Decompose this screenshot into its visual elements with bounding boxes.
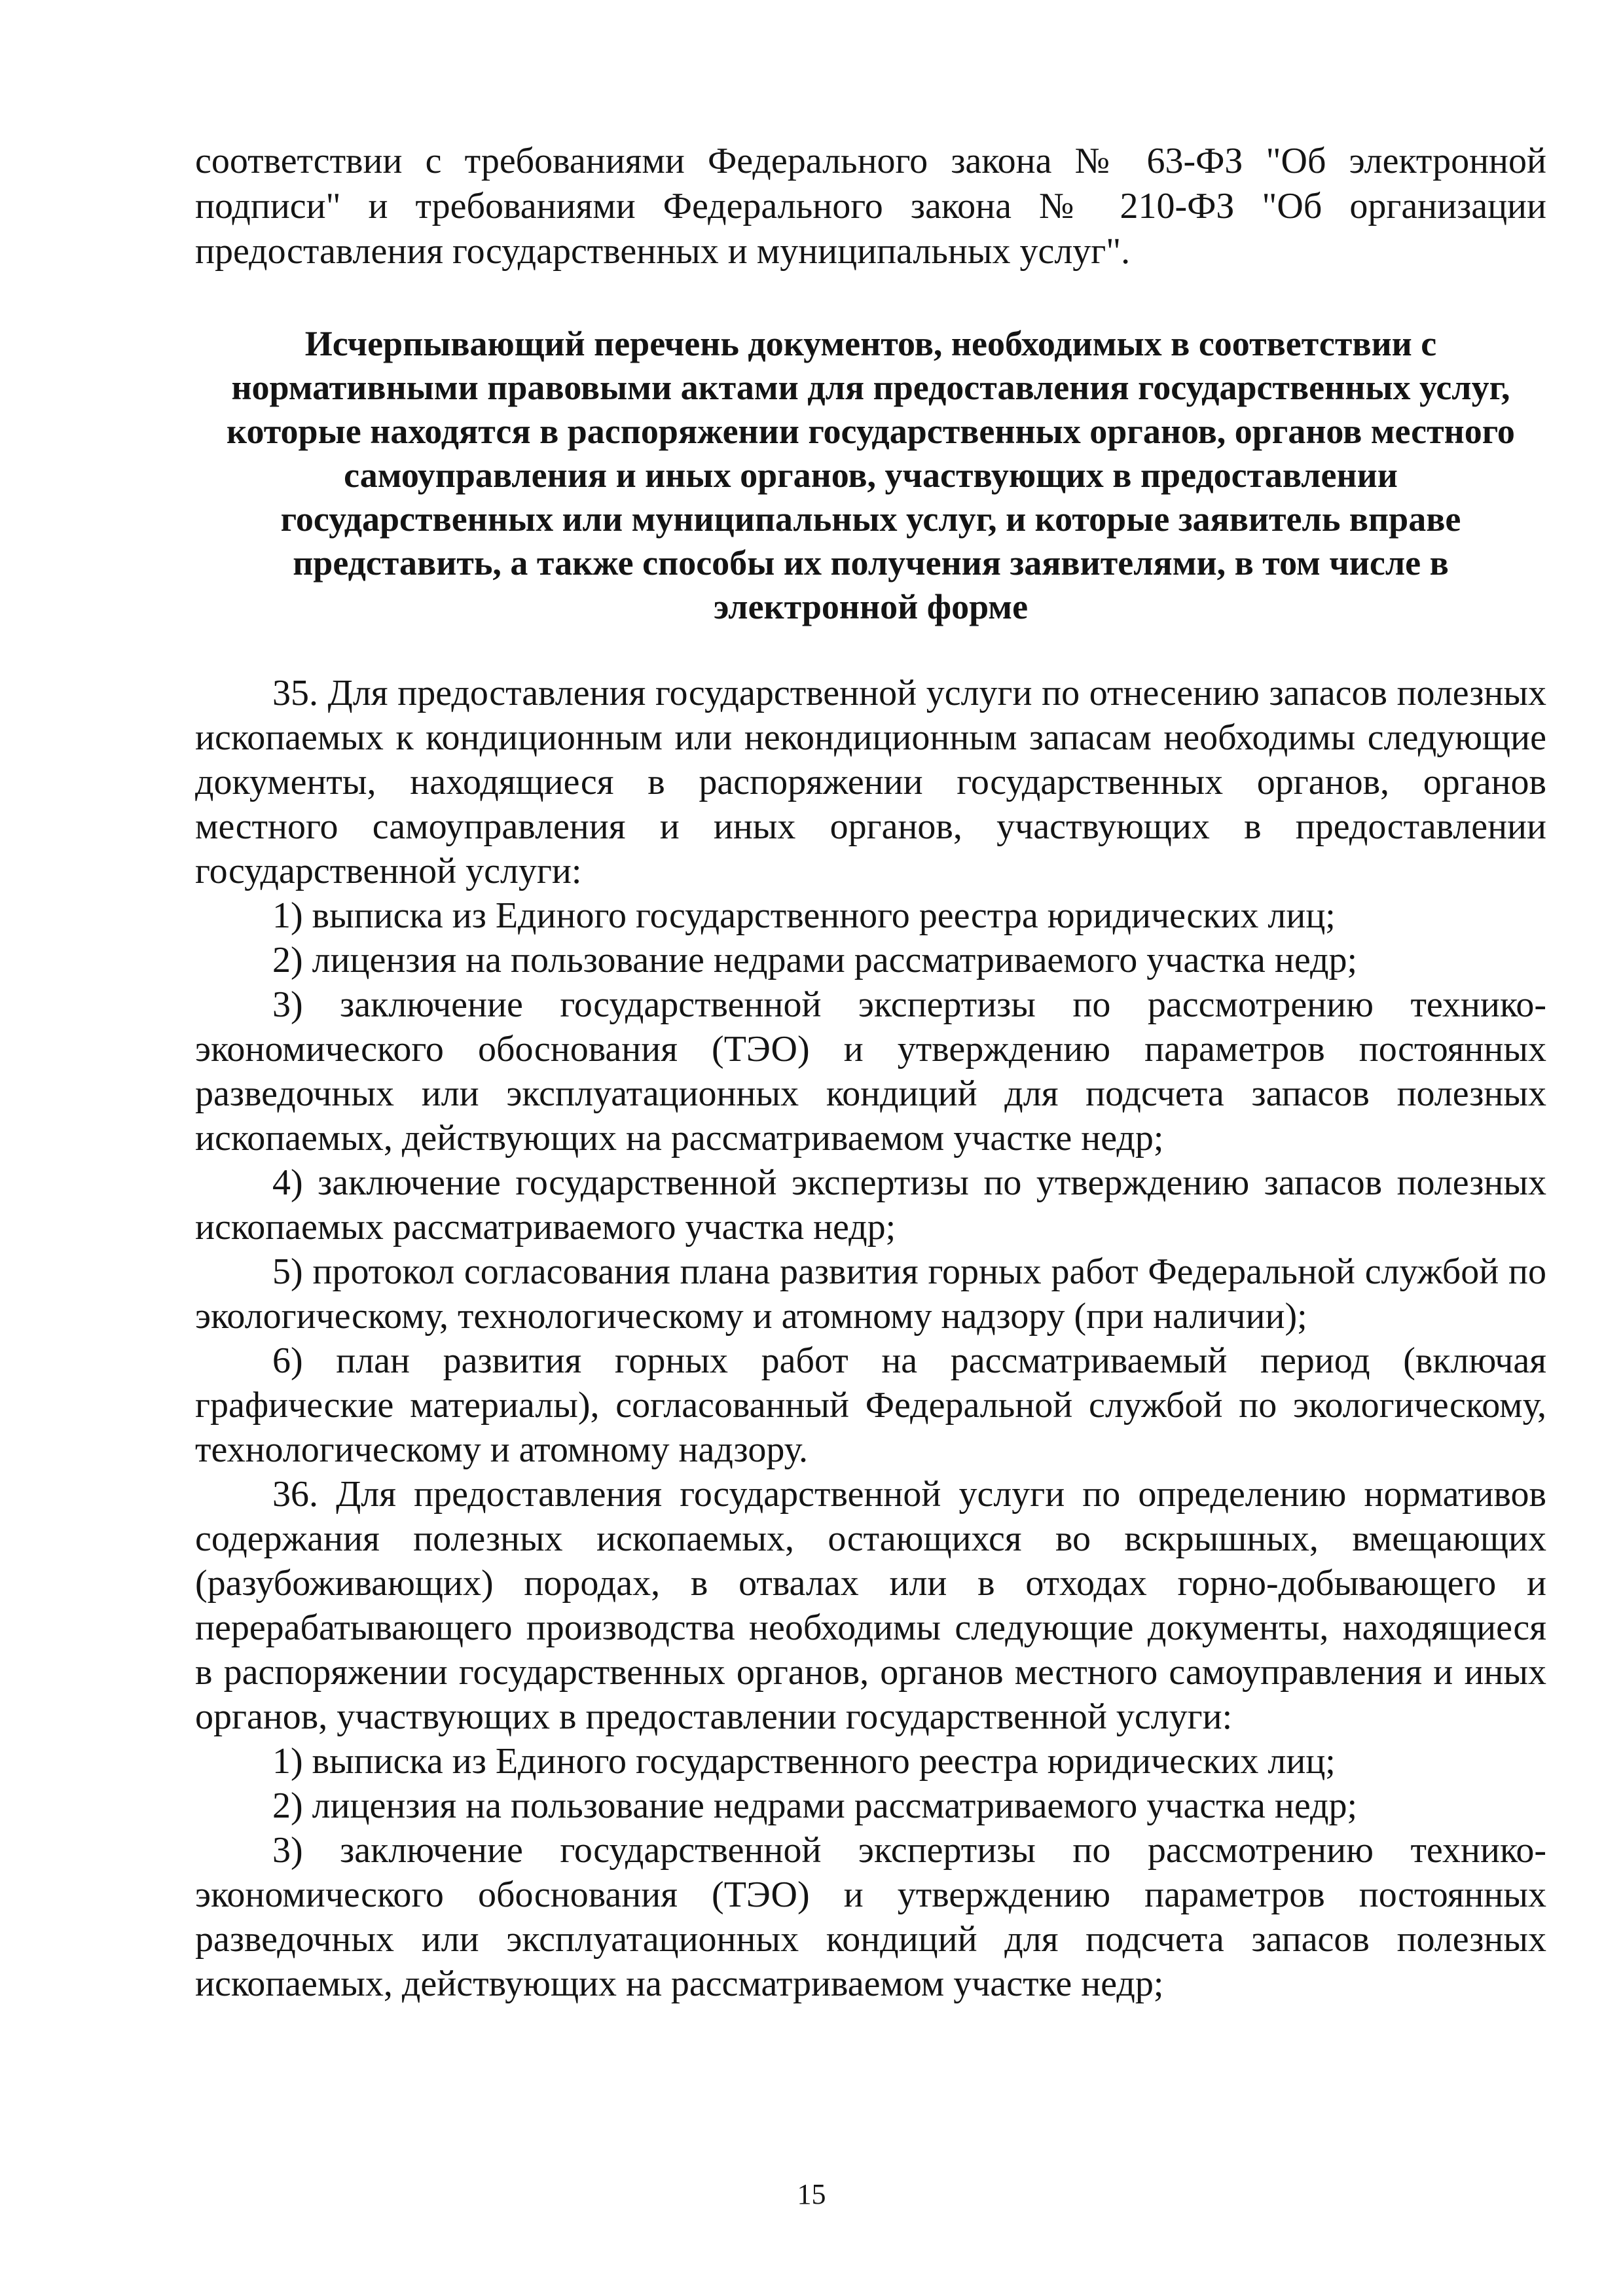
list-item: 2) лицензия на пользование недрами рассматриваемого участка недр; <box>272 1785 1358 1826</box>
list-item: 3) заключение государственной экспертизы по рассмотрению технико-экономического обоснования (ТЭО) и утверждению параметров постоянных разведочных или эксплуатационных кондиций для подсчета запасов полезных ископаемых, действующих на рассматриваемом участке недр; <box>195 984 1546 1158</box>
paragraph-36: 36. Для предоставления государственной услуги по определению нормативов содержания полезных ископаемых, остающихся во вскрышных, вмещающих (разубоживающих) породах, в отвалах или в отходах горно-добывающего и перерабатывающего производства необходимы следующие документы, находящиеся в распоряжении государственных органов, органов местного самоуправления и иных органов, участвующих в предоставлении государственной услуги: <box>195 1474 1546 1737</box>
document-body <box>195 671 1546 2006</box>
list-item: 4) заключение государственной экспертизы по утверждению запасов полезных ископаемых рассматриваемого участка недр; <box>195 1162 1546 1247</box>
paragraph-35: 35. Для предоставления государственной услуги по отнесению запасов полезных ископаемых к кондиционным или некондиционным запасам необходимы следующие документы, находящиеся в распоряжении государственных органов, органов местного самоуправления и иных органов, участвующих в предоставлении государственной услуги: <box>195 673 1546 891</box>
intro-paragraph: соответствии с требованиями Федерального закона № 63-ФЗ "Об электронной подписи" и требованиями Федерального закона № 210-ФЗ "Об организации предоставления государственных и муниципальных услуг". <box>195 141 1546 272</box>
list-item: 2) лицензия на пользование недрами рассматриваемого участка недр; <box>272 940 1358 980</box>
list-item: 6) план развития горных работ на рассматриваемый период (включая графические материалы), согласованный Федеральной службой по экологическому, технологическому и атомному надзору. <box>195 1340 1546 1470</box>
list-item: 1) выписка из Единого государственного реестра юридических лиц; <box>272 1741 1336 1782</box>
list-item: 3) заключение государственной экспертизы по рассмотрению технико-экономического обоснования (ТЭО) и утверждению параметров постоянных разведочных или эксплуатационных кондиций для подсчета запасов полезных ископаемых, действующих на рассматриваемом участке недр; <box>195 1830 1546 2004</box>
page-number: 15 <box>797 2178 826 2210</box>
section-heading: Исчерпывающий перечень документов, необходимых в соответствии с нормативными правовыми актами для предоставления государственных услуг, которые находятся в распоряжении государственных органов, органов местного самоуправления и иных органов, участвующих в предоставлении государственных или муниципальных услуг, и которые заявитель вправе представить, а также способы их получения заявителями, в том числе в электронной форме <box>227 324 1515 626</box>
list-item: 5) протокол согласования плана развития горных работ Федеральной службой по экологическому, технологическому и атомному надзору (при наличии); <box>195 1251 1546 1336</box>
list-item: 1) выписка из Единого государственного реестра юридических лиц; <box>272 895 1336 936</box>
